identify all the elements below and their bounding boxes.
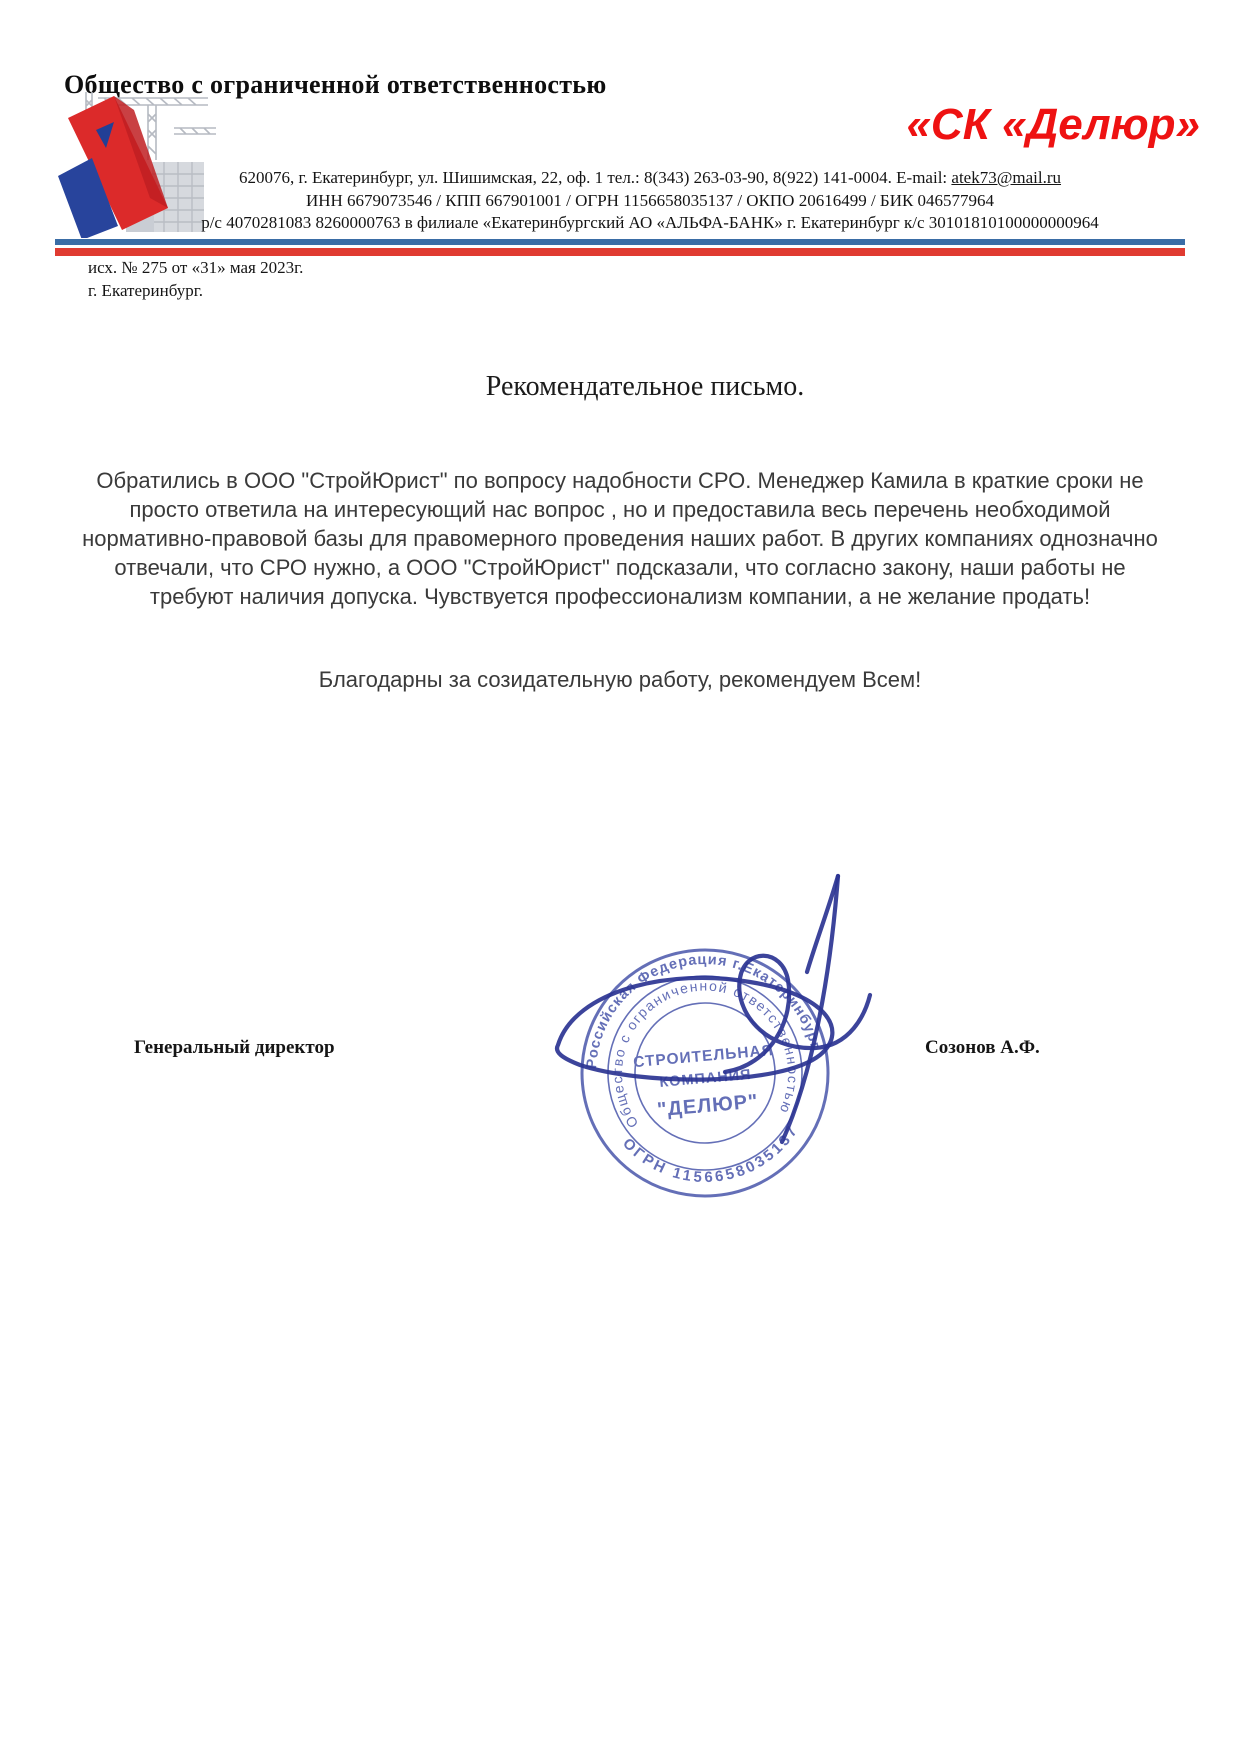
signer-name: Созонов А.Ф. (925, 1037, 1040, 1058)
stamp-text-inner-ring: Общество с ограниченной ответственностью (608, 977, 802, 1131)
position-title: Генеральный директор (134, 1037, 335, 1058)
org-type-heading: Общество с ограниченной ответственностью (64, 70, 607, 99)
letter-paragraph-main: Обратились в ООО "СтройЮрист" по вопросу надобности СРО. Менеджер Камила в краткие сроки не просто ответила на интересующий нас вопрос , но и предоставила весь перечень необходимой нормативно-правовой базы для правомерного проведения наших работ. В других компаниях однозначно отвечали, что СРО нужно, а ООО "СтройЮрист" подсказали, что согласно закону, наши работы не требуют наличия допуска. Чувствуется профессионализм компании, а не желание продать! (82, 468, 1158, 609)
city-line: г. Екатеринбург. (88, 281, 204, 300)
company-name: «СК «Делюр» (906, 100, 1200, 149)
email-link[interactable]: atek73@mail.ru (951, 168, 1062, 187)
divider-red-bar (55, 248, 1185, 256)
company-stamp-icon (579, 947, 831, 1199)
stamp-text-outer-bottom: ОГРН 1156658035137 (619, 1121, 803, 1187)
letter-paragraph-thanks: Благодарны за созидательную работу, рекомендуем Всем! (318, 667, 922, 692)
address-text: 620076, г. Екатеринбург, ул. Шишимская, 22, оф. 1 тел.: 8(343) 263-03-90, 8(922) 141-0004. E-mail: (238, 168, 952, 187)
stamp-center-line2: КОМПАНИЯ (658, 1066, 753, 1091)
stamp-text-outer-top: Российская Федерация г.Екатеринбург (584, 951, 824, 1070)
stamp-center-line3: "ДЕЛЮР" (656, 1090, 760, 1122)
letter-title: Рекомендательное письмо. (485, 371, 805, 402)
stamp-center-line1: СТРОИТЕЛЬНАЯ (632, 1041, 775, 1072)
letterhead-divider (55, 239, 1185, 256)
bank-line: р/с 4070281083 8260000763 в филиале «Екатеринбургский АО «АЛЬФА-БАНК» г. Екатеринбург к/с 30101810100000000964 (201, 213, 1099, 232)
ids-line: ИНН 6679073546 / КПП 667901001 / ОГРН 1156658035137 / ОКПО 20616499 / БИК 046577964 (305, 190, 995, 210)
outgoing-number: исх. № 275 от «31» мая 2023г. (88, 258, 304, 277)
contact-block (150, 167, 1150, 235)
address-line (150, 167, 1150, 190)
